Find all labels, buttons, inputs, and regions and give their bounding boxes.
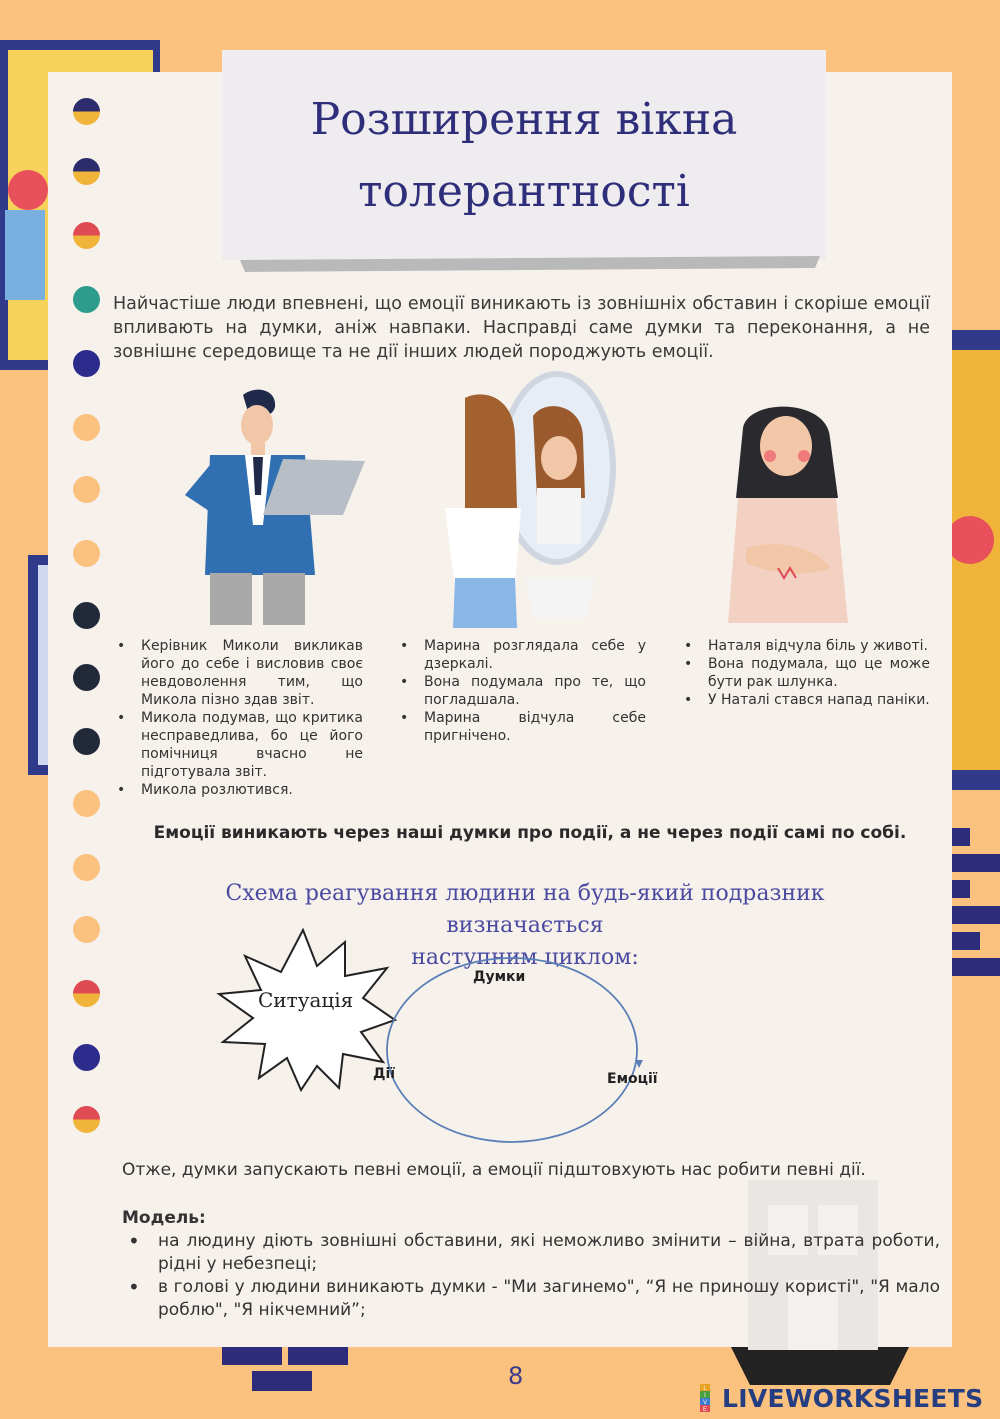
list-item: • в голові у людини виникають думки - "Ми загинемо", “Я не приношу користі", "Я мало роблю", "Я нікчемний”;	[128, 1276, 940, 1322]
cycle-label-emotions: Емоції	[607, 1071, 658, 1087]
list-item: • Марина відчула себе пригнічено.	[398, 709, 646, 745]
liveworksheets-logo[interactable]	[700, 1384, 983, 1412]
page-number: 8	[508, 1362, 524, 1390]
list-item: • на людину діють зовнішні обставини, які неможливо змінити – війна, втрата роботи, рідні у небезпеці;	[128, 1230, 940, 1276]
model-title: Модель:	[122, 1208, 206, 1228]
list-item: • Наталя відчула біль у животі.	[682, 637, 930, 655]
cycle-label-thoughts: Думки	[473, 969, 526, 985]
model-list	[128, 1230, 940, 1322]
logo-badge-letter: L	[703, 1386, 707, 1392]
brush-stroke	[240, 254, 820, 274]
notebook-dot	[73, 158, 100, 185]
column-maryna	[398, 637, 646, 745]
logo-badge-icon	[700, 1384, 720, 1412]
notebook-dot	[73, 350, 100, 377]
column-mykola	[115, 637, 363, 799]
scheme-heading-line2: наступним циклом:	[411, 945, 639, 970]
notebook-dot	[73, 1106, 100, 1133]
list-item: • У Наталі стався напад паніки.	[682, 691, 930, 709]
notebook-dot	[73, 728, 100, 755]
situation-label: Ситуація	[258, 988, 354, 1012]
logo-badge-letter: V	[702, 1400, 708, 1406]
list-item: • Микола розлютився.	[115, 781, 363, 799]
page-title-line1: Розширення вікна	[310, 94, 738, 145]
list-item: • Вона подумала про те, що погладшала.	[398, 673, 646, 709]
column-natalia	[682, 637, 930, 709]
notebook-dot	[73, 98, 100, 125]
page-title-line2: толерантності	[358, 166, 690, 217]
conclusion-text: Отже, думки запускають певні емоції, а емоції підштовхують нас робити певні дії.	[122, 1160, 866, 1180]
notebook-dot	[73, 540, 100, 567]
logo-badge-letter: I	[704, 1393, 706, 1399]
notebook-dot	[73, 980, 100, 1007]
bottom-left-bricks-decoration	[222, 1345, 352, 1395]
list-item: • Микола подумав, що критика несправедлива, бо це його помічниця вчасно не підготувала звіт.	[115, 709, 363, 781]
emphasis-statement: Емоції виникають через наші думки про події, а не через події самі по собі.	[153, 823, 907, 843]
woman-with-stomach-pain-illustration	[718, 398, 868, 623]
notebook-dot	[73, 1044, 100, 1071]
notebook-dot	[73, 222, 100, 249]
logo-text: LIVEWORKSHEETS	[722, 1383, 984, 1413]
notebook-dot	[73, 916, 100, 943]
cycle-diagram	[215, 928, 675, 1153]
scheme-heading-line1: Схема реагування людини на будь-який подразник визначається	[225, 881, 825, 938]
list-item: • Марина розглядала себе у дзеркалі.	[398, 637, 646, 673]
notebook-dot	[73, 414, 100, 441]
intro-paragraph: Найчастіше люди впевнені, що емоції виникають із зовнішніх обставин і скоріше емоції впливають на думки, аніж навпаки. Насправді саме думки та переконання, а не зовнішнє середовище та не дії інших людей породжують емоції.	[113, 294, 930, 362]
man-with-laptop-illustration	[165, 385, 365, 625]
cycle-ring	[387, 958, 637, 1142]
notebook-dot	[73, 664, 100, 691]
notebook-dot	[73, 602, 100, 629]
notebook-dot	[73, 476, 100, 503]
notebook-dot	[73, 854, 100, 881]
cycle-label-actions: Дії	[373, 1066, 396, 1082]
notebook-dot	[73, 286, 100, 313]
page-title	[222, 84, 826, 228]
list-item: • Вона подумала, що це може бути рак шлунка.	[682, 655, 930, 691]
logo-badge-letter: E	[702, 1407, 708, 1412]
list-item: • Керівник Миколи викликав його до себе і висловив своє невдоволення тим, що Микола пізно здав звіт.	[115, 637, 363, 709]
woman-at-mirror-illustration	[425, 368, 625, 628]
notebook-dot	[73, 790, 100, 817]
